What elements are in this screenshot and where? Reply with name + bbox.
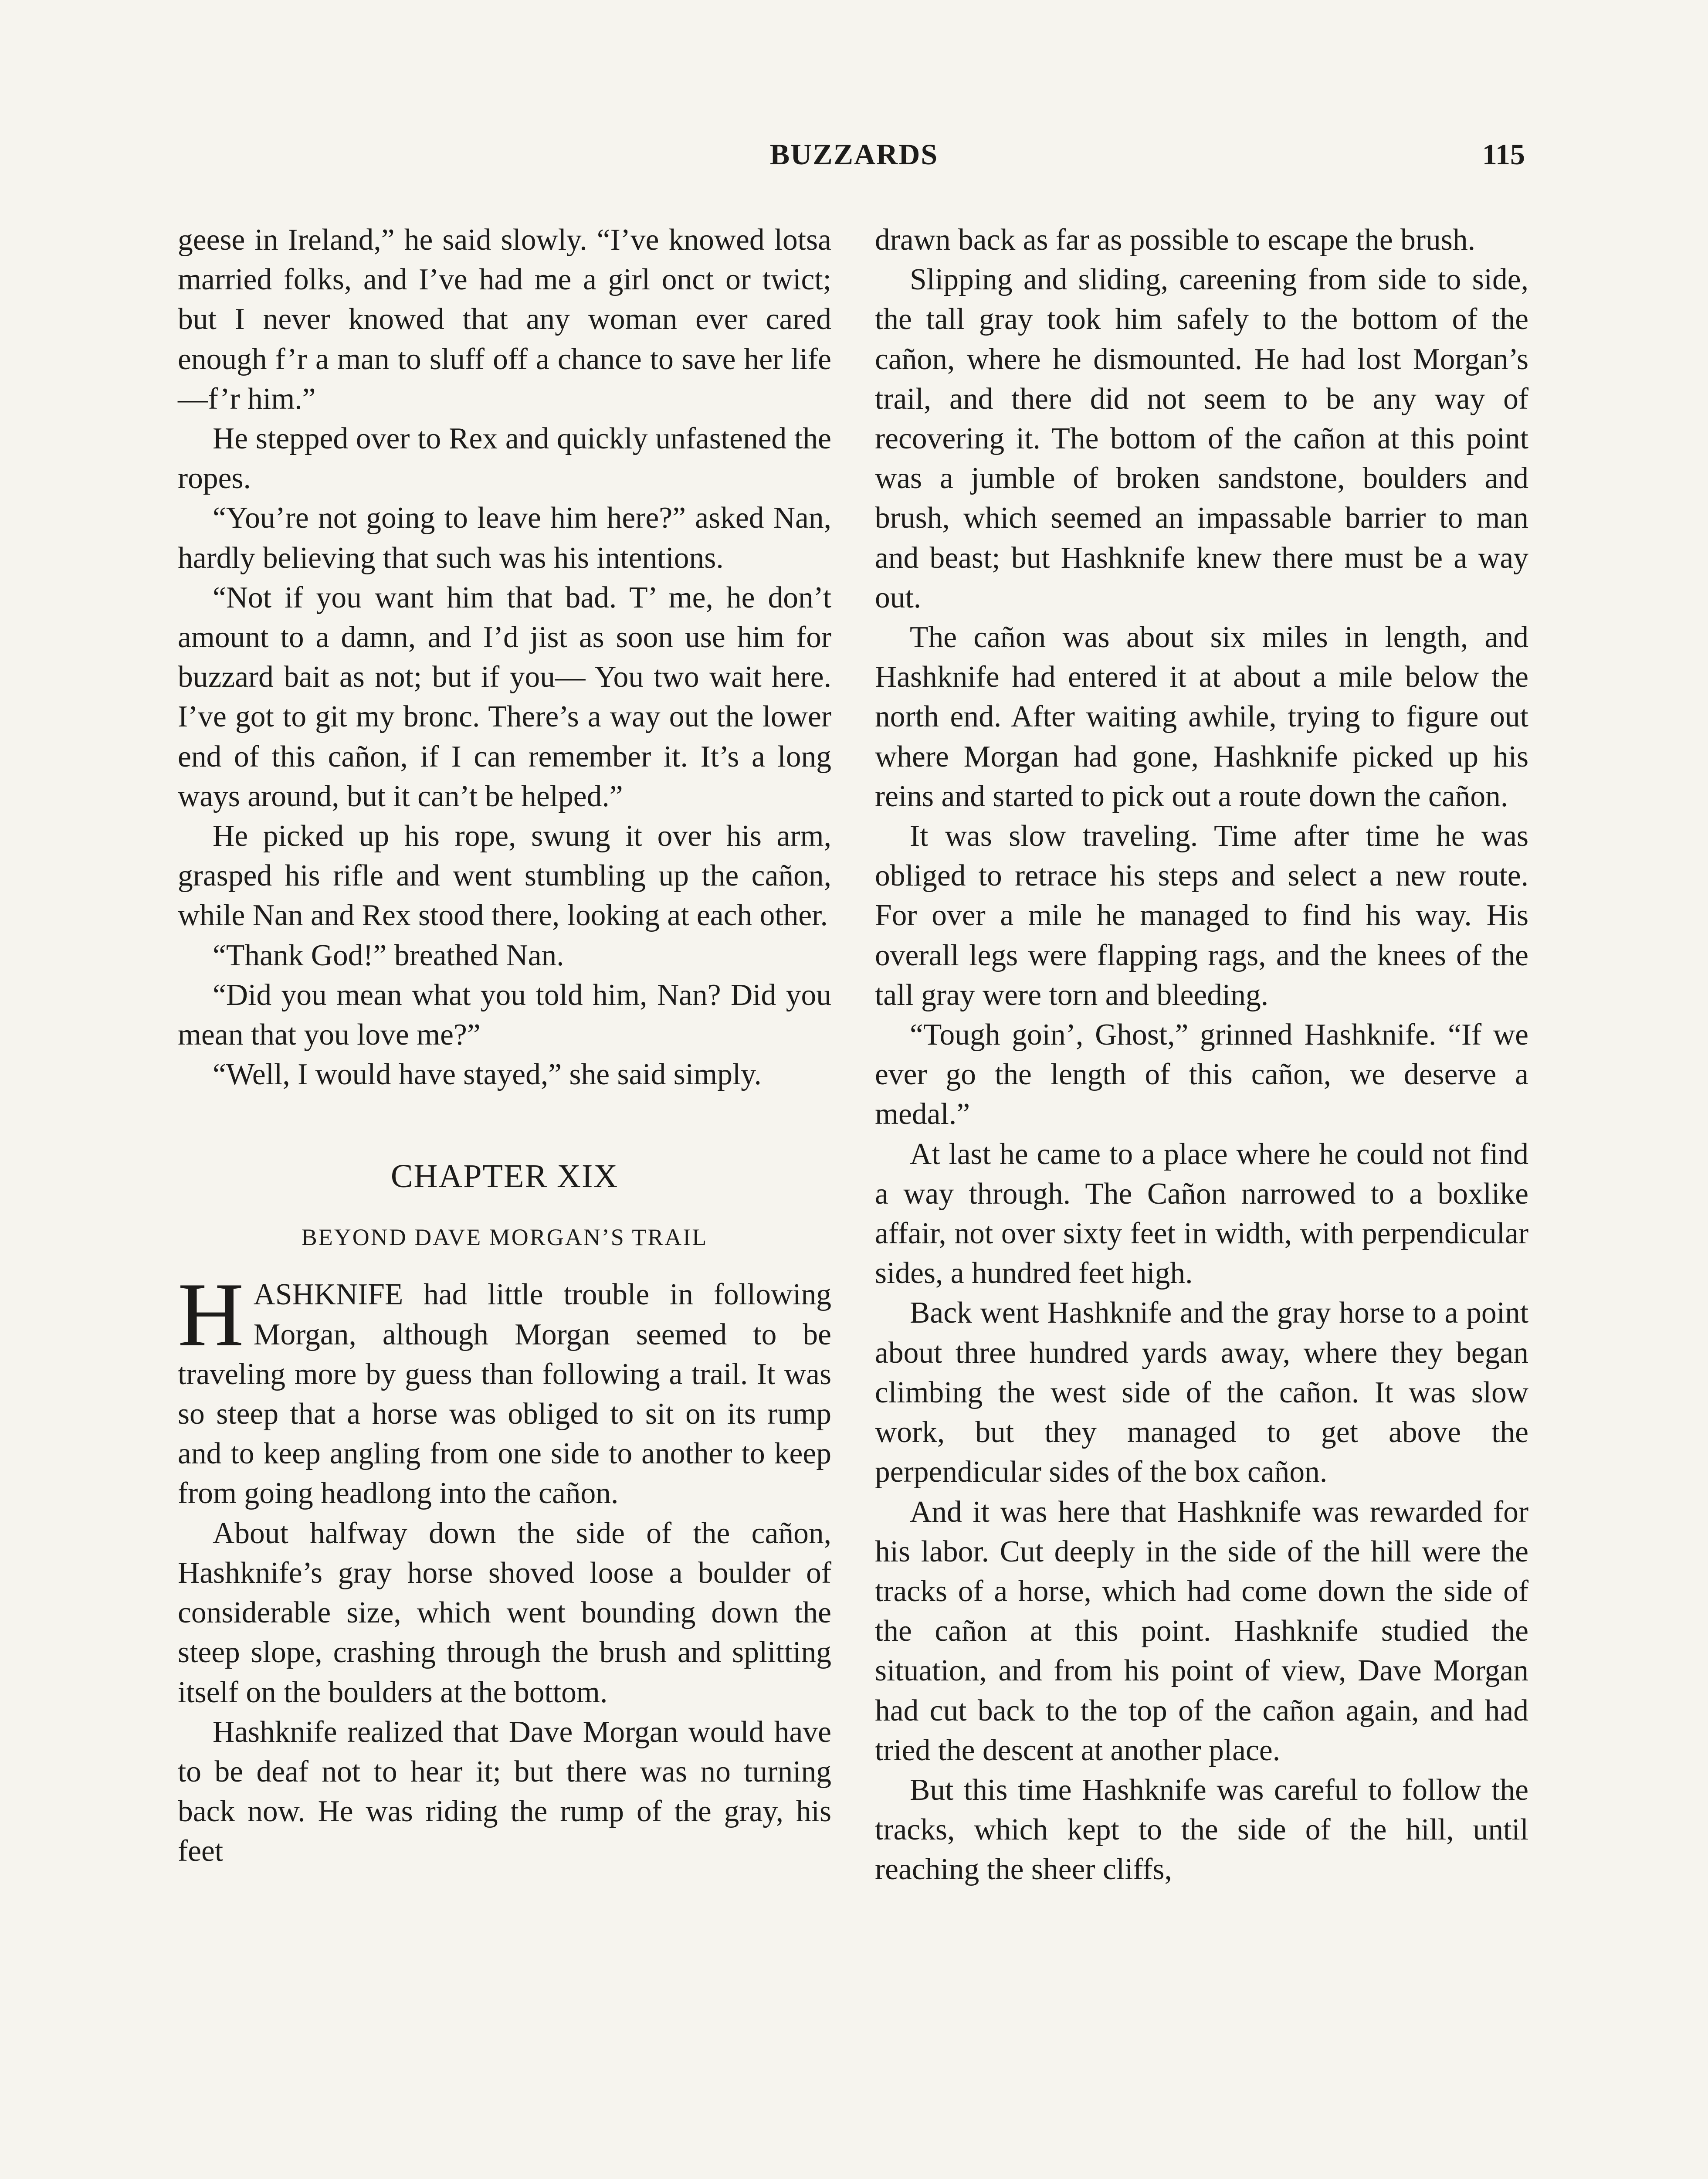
chapter-heading: CHAPTER XIX bbox=[390, 1158, 619, 1195]
chapter-opening-paragraph bbox=[178, 1264, 831, 1513]
page-number: 115 bbox=[1482, 138, 1525, 171]
paragraph: And it was here that Hashknife was rewarded for his labor. Cut deeply in the side of the hill were the tracks of a horse, which had come down the side of the cañon at this point. Hashknife studied the situation, and from his point of view, Dave Morgan had cut back to the top of the cañon again, and had tried the descent at another place. bbox=[875, 1495, 1528, 1767]
paragraph: “You’re not going to leave him here?” asked Nan, hardly believing that such was his intentions. bbox=[178, 501, 831, 575]
paragraph: The cañon was about six miles in length, and Hashknife had entered it at about a mile below the north end. After waiting awhile, trying to figure out where Morgan had gone, Hashknife picked up his reins and started to pick out a route down the cañon. bbox=[875, 621, 1528, 813]
left-column bbox=[178, 220, 831, 1871]
paragraph: “Tough goin’, Ghost,” grinned Hashknife. “If we ever go the length of this cañon, we deserve a medal.” bbox=[875, 1018, 1528, 1131]
right-column bbox=[875, 220, 1528, 1890]
continued-paragraph: drawn back as far as possible to escape the brush. bbox=[875, 223, 1475, 257]
paragraph: He stepped over to Rex and quickly unfastened the ropes. bbox=[178, 422, 831, 496]
paragraph: At last he came to a place where he could not find a way through. The Cañon narrowed to a boxlike affair, not over sixty feet in width, with perpendicular sides, a hundred feet high. bbox=[875, 1137, 1528, 1290]
paragraph: Slipping and sliding, careening from side to side, the tall gray took him safely to the bottom of the cañon, where he dismounted. He had lost Morgan’s trail, and there did not seem to be any way of recovering it. The bottom of the cañon at this point was a jumble of broken sandstone, boulders and brush, which seemed an impassable barrier to man and beast; but Hashknife knew there must be a way out. bbox=[875, 263, 1528, 614]
paragraph: “Did you mean what you told him, Nan? Did you mean that you love me?” bbox=[178, 978, 831, 1052]
paragraph: geese in Ireland,” he said slowly. “I’ve knowed lotsa married folks, and I’ve had me a girl onct or twict; but I never knowed that any woman ever cared enough f’r a man to sluff off a chance to save her life—f’r him.” bbox=[178, 223, 831, 416]
paragraph: Hashknife realized that Dave Morgan would have to be deaf not to hear it; but there was no turning back now. He was riding the rump of the gray, his feet bbox=[178, 1715, 831, 1868]
paragraph: “Well, I would have stayed,” she said simply. bbox=[213, 1058, 762, 1092]
chapter-subtitle: BEYOND DAVE MORGAN’S TRAIL bbox=[301, 1224, 708, 1251]
paragraph: It was slow traveling. Time after time he was obliged to retrace his steps and select a new route. For over a mile he managed to find his way. His overall legs were flapping rags, and the knees of the tall gray were torn and bleeding. bbox=[875, 819, 1528, 1012]
running-head-title: BUZZARDS bbox=[769, 138, 939, 171]
paragraph: He picked up his rope, swung it over his arm, grasped his rifle and went stumbling up the cañon, while Nan and Rex stood there, looking at each other. bbox=[178, 819, 831, 933]
opening-paragraph-text: ASHKNIFE had little trouble in following Morgan, although Morgan seemed to be traveling more by guess than following a trail. It was so steep that a horse was obliged to sit on its rump and to keep angling from one side to another to keep from going headlong into the cañon. bbox=[178, 1278, 831, 1510]
paragraph: Back went Hashknife and the gray horse to a point about three hundred yards away, where they began climbing the west side of the cañon. It was slow work, but they managed to get above the perpendicular sides of the box cañon. bbox=[875, 1296, 1528, 1489]
paragraph: “Thank God!” breathed Nan. bbox=[213, 938, 564, 972]
paragraph: But this time Hashknife was careful to follow the tracks, which kept to the side of the hill, until reaching the sheer cliffs, bbox=[875, 1773, 1528, 1887]
drop-cap: H bbox=[178, 1264, 244, 1366]
paragraph: “Not if you want him that bad. T’ me, he don’t amount to a damn, and I’d jist as soon use him for buzzard bait as not; but if you— You two wait here. I’ve got to git my bronc. There’s a way out the lower end of this cañon, if I can remember it. It’s a long ways around, but it can’t be helped.” bbox=[178, 580, 831, 813]
paragraph: About halfway down the side of the cañon, Hashknife’s gray horse shoved loose a boulder of considerable size, which went bounding down the steep slope, crashing through the brush and splitting itself on the boulders at the bottom. bbox=[178, 1516, 831, 1709]
